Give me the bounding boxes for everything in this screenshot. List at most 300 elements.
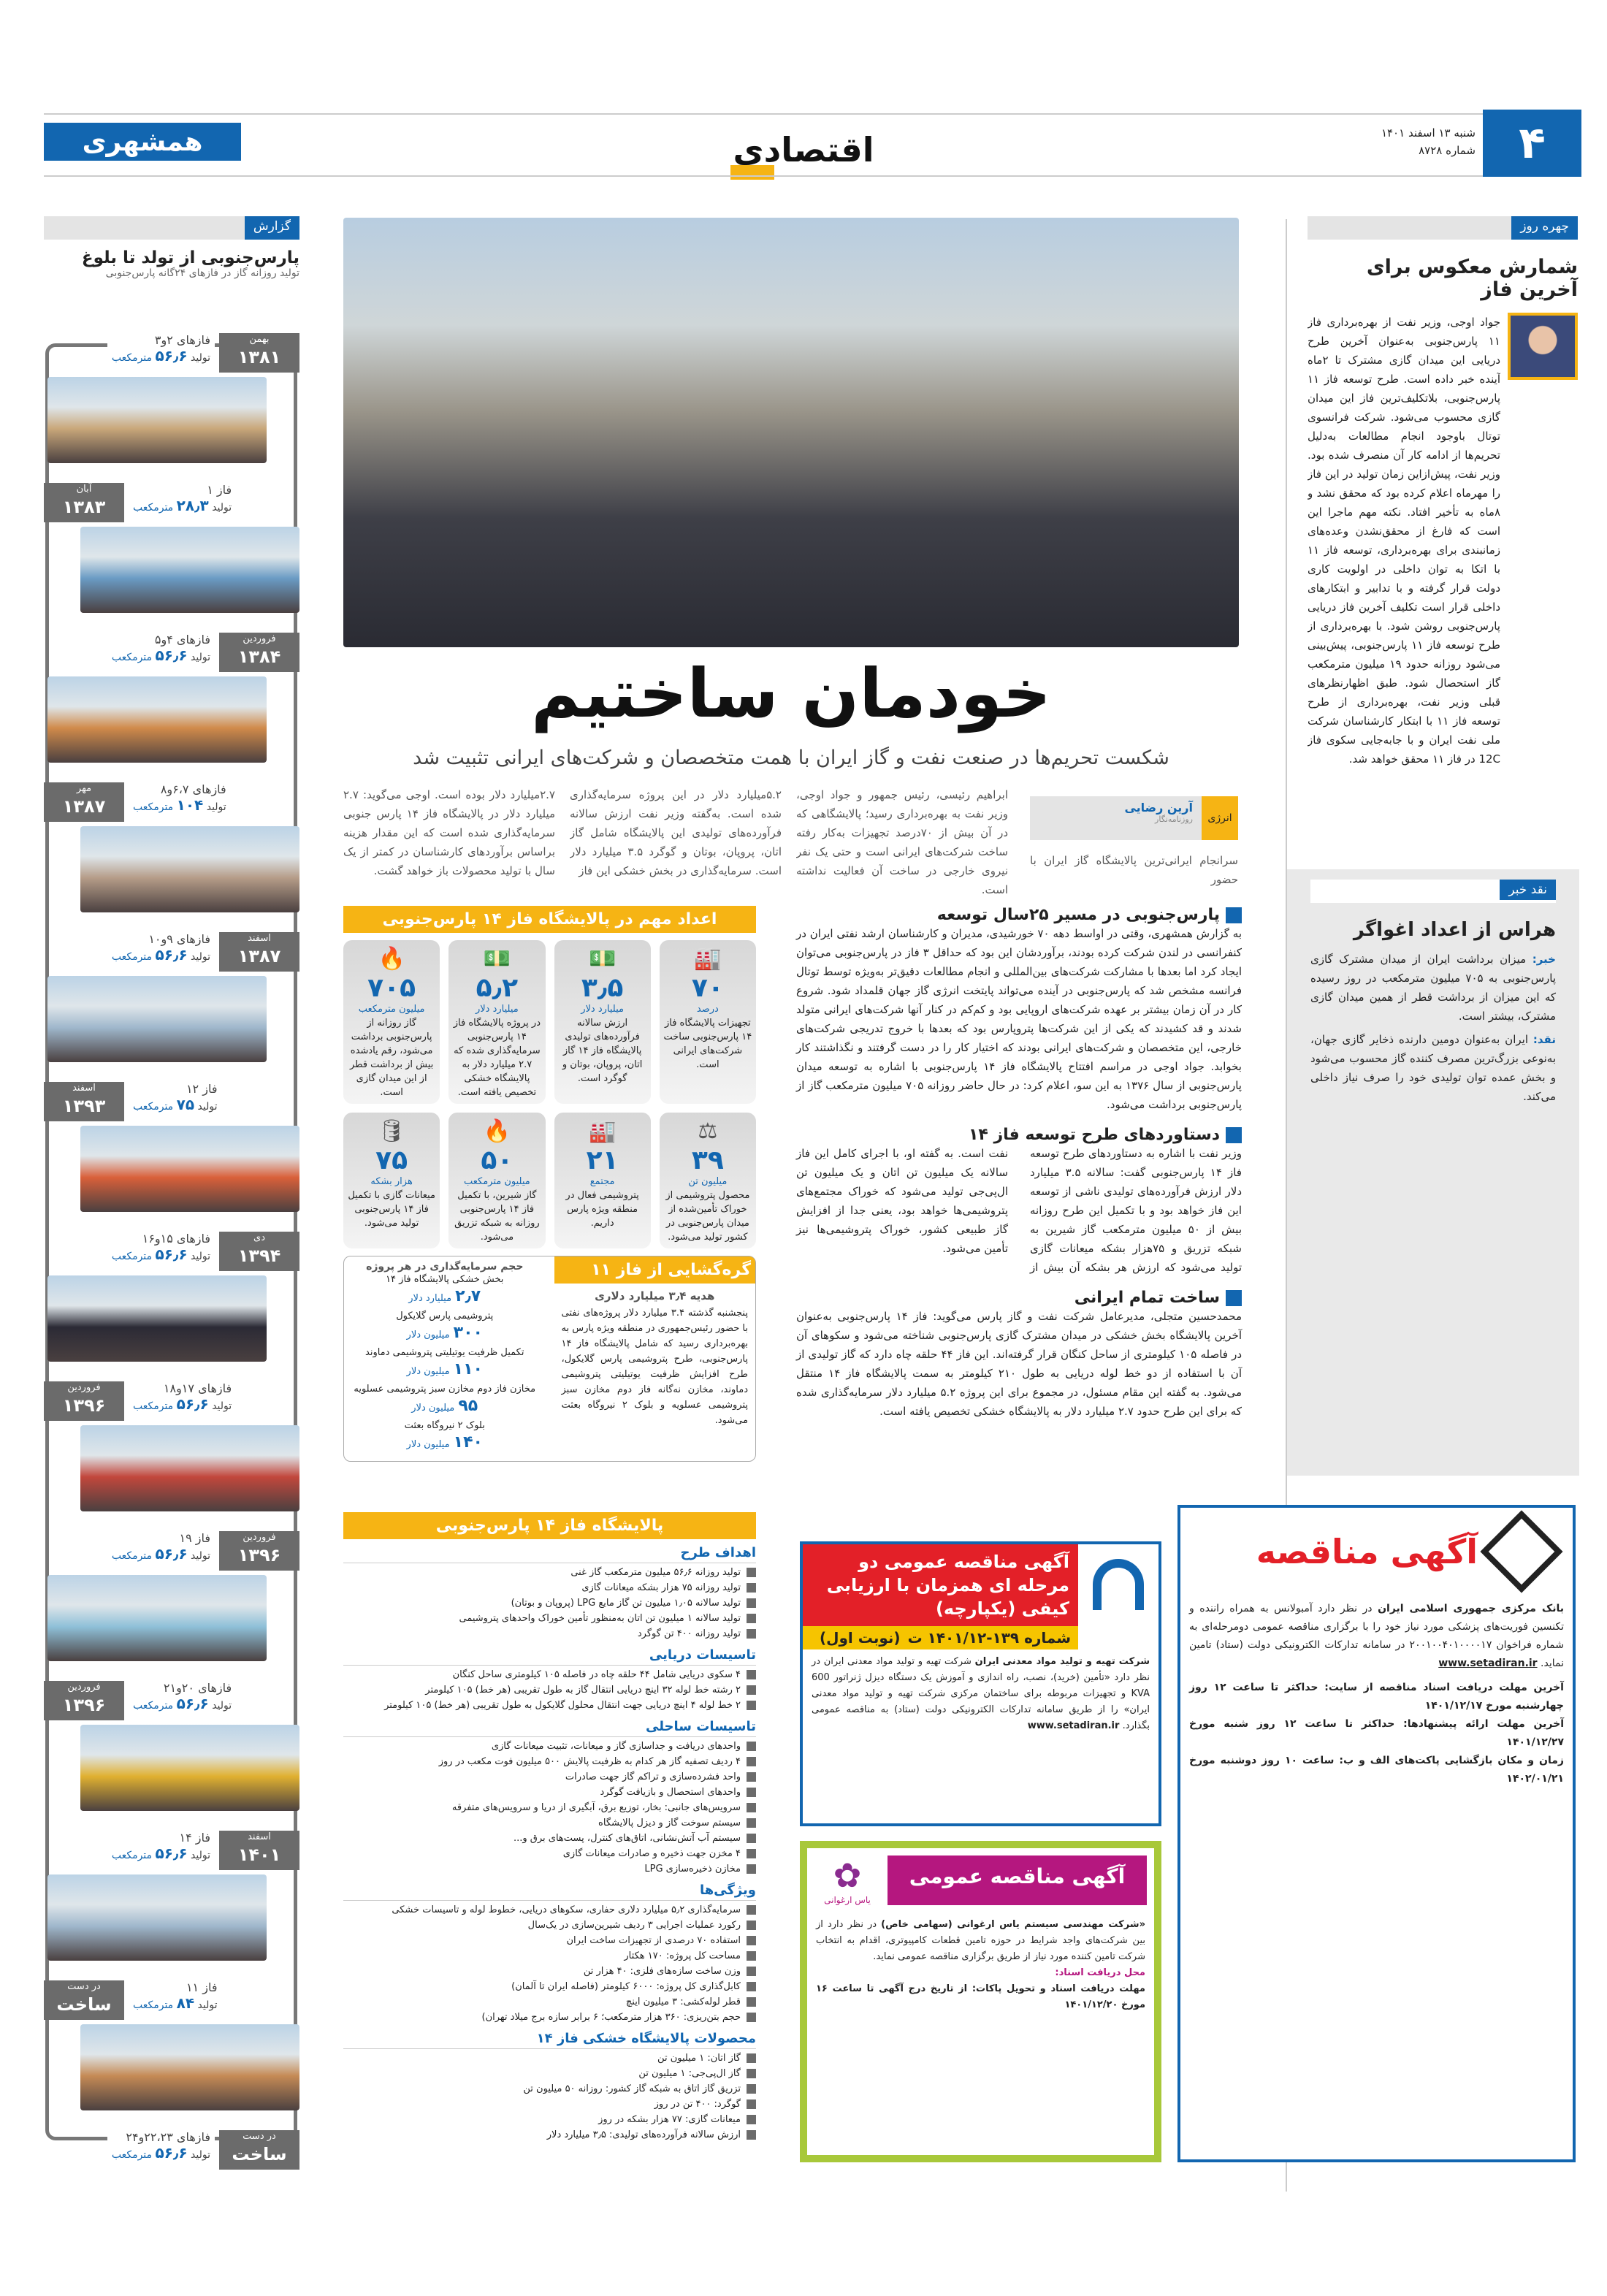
critique-box: [1287, 869, 1579, 1476]
timeline-entry: [44, 483, 299, 613]
production-label: تولید: [206, 801, 226, 813]
production-label: تولید: [197, 1101, 218, 1113]
timeline-year: ۱۳۹۶: [62, 1395, 106, 1416]
date-block: [1359, 124, 1476, 159]
production-value: ۷۵: [176, 1096, 195, 1113]
timeline-year: ۱۳۸۷: [237, 946, 281, 966]
timeline-month: اسفند: [72, 1083, 96, 1094]
timeline-entry: [44, 1980, 299, 2110]
timeline-entry: [44, 633, 299, 763]
stat-card: [660, 940, 756, 1104]
phase-photo: [47, 676, 267, 763]
stat-unit: میلیون تن: [688, 1176, 728, 1187]
intro-col-3: ۵.۲میلیارد دلار در این پروژه سرمایه‌گذاری شده است. به‌گفته وزیر نفت ارزش سالانه فرآورده‌های تولیدی این پالایشگاه شامل گاز اتان، پروپان، بوتان و گوگرد ۳.۵ میلیارد دلار است. سرمایه‌گذاری در بخش خشکی این فاز: [570, 788, 782, 877]
timeline-month: اسفند: [248, 933, 271, 944]
production-label: تولید: [212, 502, 232, 514]
timeline-phase: فاز ۱۴: [179, 1831, 210, 1845]
stat-value: ۳٫۵: [581, 973, 624, 1003]
timeline-phase: فاز ۱: [207, 483, 232, 497]
timeline-production: [112, 946, 210, 964]
list-item: میعانات گازی: ۷۷ هزار بشکه در روز: [343, 2112, 756, 2127]
production-unit: مترمکعب: [111, 352, 153, 364]
byline-author[interactable]: آرین رضایی: [1124, 801, 1193, 815]
phase-photo: [47, 1275, 267, 1362]
timeline-production: [112, 2144, 210, 2162]
stat-unit: درصد: [696, 1004, 719, 1015]
timeline-date: [219, 633, 299, 672]
factory-icon: 🏭: [694, 946, 722, 972]
timeline-tag: گزارش: [245, 216, 299, 240]
production-value: ۵۶٫۶: [176, 1395, 209, 1413]
stat-unit: هزار بشکه: [370, 1176, 413, 1187]
list-item: سرویس‌های جانبی: بخار، توزیع برق، آبگیری از دریا و سرویس‌های متفرقه: [343, 1800, 756, 1815]
phase11-body: پنجشنبه گذشته ۳.۴ میلیارد دلار پروژه‌های نفتی با حضور رئیس‌جمهوری در منطقه ویژه پارس به بهره‌برداری رسید که شامل پالایشگاه فاز ۱۴ پارس‌جنوبی، طرح پتروشیمی پارس گلایکول، طرح افزایش ظرفیت یوتیلیتی پتروشیمی دماوند، مخازن نه‌گانه فاز دوم مخازن سبز پتروشیمی عسلویه و بلوک ۲ نیروگاه بعثت می‌شود.: [561, 1308, 749, 1426]
list-item: تولید روزانه ۴۰۰ تن گوگرد: [343, 1626, 756, 1641]
ad-yas-deadline: مهلت دریافت اسناد و تحویل پاکات: از تاریخ درج آگهی تا ساعت ۱۶ مورخ ۱۴۰۱/۱۲/۲۰: [816, 1983, 1145, 2010]
production-label: تولید: [212, 1400, 232, 1412]
minister-photo: [1508, 313, 1578, 380]
timeline-month: فروردین: [243, 633, 276, 644]
timeline-production: [112, 1545, 210, 1563]
timeline-month: در دست: [243, 2131, 276, 2142]
timeline-date: [44, 1381, 124, 1421]
face-of-day-tag: چهره روز: [1511, 216, 1578, 240]
refinery-title: پالایشگاه فاز ۱۴ پارس‌جنوبی: [343, 1512, 756, 1539]
list-item: سیستم آب آتش‌نشانی، اتاق‌های کنترل، پست‌های برق و...: [343, 1831, 756, 1846]
stat-card: [554, 1113, 651, 1248]
list-item: واحدهای دریافت و جداسازی گاز و میعانات، تثبیت میعانات گازی: [343, 1739, 756, 1754]
production-label: تولید: [191, 2149, 210, 2161]
section-body: به گزارش همشهری، وقتی در اواسط دهه ۷۰ خورشیدی، مدیران و کارشناسان ارشد نفتی ایران در کنفرانسی در لندن شرکت کرده بودند، برآوردشان این بود که حداقل ۳ فاز در پارس‌جنوبی می‌توان ایجاد کرد اما بعدها با مشارکت شرکت‌های بین‌المللی و انجام مطالعات دقیق‌تر به‌ویژه توسط توتال فرانسه مشخص شد که پارس‌جنوبی در آینده می‌تواند پایتخت انرژی گاز جهان قلمداد شود. شروع کار در آن زمان بیشتر بر عهده شرکت‌های اروپایی بود و کم‌کم در کنار آنها شرکت‌های ایرانی متولد شدند و قد کشیدند که یکی از این شرکت‌ها پتروپارس بود که بعدها با خروج تدریجی شرکت‌های خارجی، این متخصصان و شرکت‌های ایرانی بودند که اختیار کار را در دست گرفتند و نگذاشتند کار بخوابد. جواد اوجی در مراسم افتتاح پالایشگاه فاز ۱۴ پارس‌جنوبی با اشاره به توسعه میدان پارس‌جنوبی از سال ۱۳۷۶ به این سو، اعلام کرد: در حال حاضر روزانه ۷۰۵ میلیون مترمکعب گاز از پارس‌جنوبی برداشت می‌شود.: [796, 927, 1243, 1111]
timeline-phase: فازهای ۹و۱۰: [148, 932, 210, 946]
timeline-month: فروردین: [243, 1532, 276, 1543]
investment-project: مخازن فاز دوم مخازن سبز پتروشیمی عسلویه: [354, 1384, 536, 1395]
timeline-entry: [44, 2130, 299, 2171]
production-label: تولید: [191, 1251, 210, 1262]
timeline-phase: فاز ۱۲: [186, 1082, 218, 1096]
phase-photo: [47, 377, 267, 463]
stat-card: [343, 1113, 440, 1248]
investment-project: پتروشیمی پارس گلایکول: [396, 1311, 494, 1321]
ad-yas[interactable]: [800, 1841, 1161, 2162]
phase11-title: گره‌گشایی از فاز ۱۱: [554, 1256, 756, 1284]
timeline-entry: [44, 1531, 299, 1661]
production-unit: مترمکعب: [111, 652, 153, 663]
investment-amount: [344, 1396, 546, 1419]
production-unit: مترمکعب: [133, 1400, 174, 1412]
ad-cbi-deadline: آخرین مهلت ارائه پیشنهادها: حداکثر تا ساعت ۱۲ روز شنبه مورخ ۱۴۰۱/۱۲/۲۷: [1189, 1718, 1565, 1748]
section-heading: دستاوردهای طرح توسعه فاز ۱۴: [796, 1126, 1242, 1144]
phase-photo: [47, 976, 267, 1062]
impasco-logo-icon: [1093, 1559, 1144, 1610]
stat-card: [554, 940, 651, 1104]
timeline-phase: فازهای ۴و۵: [154, 633, 210, 647]
timeline-entry: [44, 932, 299, 1062]
ad-yas-title: آگهی مناقصه عمومی: [888, 1856, 1147, 1905]
investment-unit: میلیون دلار: [411, 1403, 455, 1414]
intro-col-4: ۲.۷میلیارد دلار بوده است. اوجی می‌گوید: ۲.۷ میلیارد دلار در پالایشگاه فاز ۱۴ پارس جنوبی سرمایه‌گذاری شده است که این مقدار هزینه براساس برآوردهای کارشناسان در کمتر از یک سال با تولید محصولات باز خواهد گشت.: [343, 788, 555, 877]
ad-yas-logo: یاس ارغوانی: [824, 1895, 871, 1905]
stat-value: ۵٫۲: [476, 973, 519, 1003]
investment-unit: میلیون دلار: [406, 1366, 450, 1377]
timeline-production: [112, 1845, 210, 1862]
production-label: تولید: [191, 951, 210, 963]
refinery-list: [343, 1565, 756, 1641]
subheadline: شکست تحریم‌ها در صنعت نفت و گاز ایران با همت متخصصان و شرکت‌های ایرانی تثبیت شد: [413, 747, 1169, 769]
refinery-group-title: اهداف طرح: [343, 1544, 756, 1563]
stat-card: [660, 1113, 756, 1248]
production-unit: مترمکعب: [111, 2149, 153, 2161]
critique-text: ایران به‌عنوان دومین دارنده ذخایر گازی جهان، به‌نوعی بزرگ‌ترین مصرف کننده گاز محسوب می‌شود و بخش عمده توان تولیدی خود را صرف نیاز داخلی می‌کند.: [1310, 1033, 1556, 1103]
timeline-production: [112, 647, 210, 664]
production-unit: مترمکعب: [111, 1550, 153, 1562]
investment-title: حجم سرمایه‌گذاری در هر پروژه: [366, 1261, 524, 1273]
section-body: محمدحسین متجلی، مدیرعامل شرکت نفت و گاز پارس می‌گوید: فاز ۱۴ پارس‌جنوبی به‌عنوان آخرین پالایشگاه بخش خشکی در میدان مشترک گازی پارس‌جنوبی شناخته می‌شود و سکوهای آن در فاصله ۱۰۵ کیلومتری از ساحل کنگان قرار گرفته‌اند. این فاز ۴۴ حلقه چاه دارد که گاز تولیدی از آن با استفاده از دو خط لوله دریایی به طول ۲۱۰ کیلومتر به سمت پالایشگاه فاز ۱۴ منتقل می‌شود. به گفته این مقام مسئول، در مجموع برای این پروژه ۵.۲ میلیارد دلار سرمایه‌گذاری شده که برای این طرح حدود ۲.۷ میلیارد دلار به پالایشگاه خشکی تخصیص یافته است.: [796, 1310, 1242, 1418]
investment-value: ۱۴۰: [453, 1433, 483, 1452]
timeline-date: [219, 932, 299, 972]
face-of-day: [1308, 216, 1578, 875]
refinery-group-title: تاسیسات دریایی: [343, 1646, 756, 1666]
timeline-date: [219, 2130, 299, 2170]
investment-value: ۹۵: [458, 1397, 478, 1415]
phase-photo: [80, 1725, 299, 1811]
production-unit: مترمکعب: [133, 1999, 174, 2011]
timeline-year: ۱۴۰۱: [237, 1845, 281, 1865]
timeline-year: ۱۳۹۶: [237, 1545, 281, 1565]
ad-impasco-number: شماره ۱۳۹-۱۴۰۱/۱۲ ت: [907, 1629, 1071, 1647]
stat-card: [448, 1113, 545, 1248]
refinery-list: [343, 1902, 756, 2025]
ad-yas-place: محل دریافت اسناد:: [1055, 1967, 1145, 1978]
timeline-month: اسفند: [248, 1831, 271, 1842]
byline-section: انرژی: [1202, 796, 1238, 840]
timeline-subtitle: تولید روزانه گاز در فازهای ۲۴گانه پارس‌جنوبی: [105, 267, 299, 279]
investment-unit: میلیون دلار: [406, 1439, 450, 1450]
timeline-entry: [44, 1681, 299, 1811]
timeline-header: [44, 216, 299, 279]
timeline-month: فروردین: [67, 1382, 101, 1393]
section-title: اقتصادی: [716, 130, 891, 181]
main-photo: [343, 218, 1239, 647]
production-value: ۵۶٫۶: [155, 1545, 188, 1563]
production-value: ۵۶٫۶: [155, 946, 188, 964]
list-item: سیستم سوخت گاز و دیزل پالایشگاه: [343, 1815, 756, 1831]
phase-photo: [80, 2024, 299, 2110]
ad-cbi-title: آگهی مناقصه: [1256, 1532, 1478, 1571]
investment-value: ۲٫۷: [455, 1287, 481, 1305]
stats-box: [343, 906, 756, 1462]
issue-number: شماره ۸۷۲۸: [1419, 144, 1476, 157]
phase-photo: [47, 1575, 267, 1661]
stat-value: ۵۰: [481, 1145, 514, 1175]
timeline-production: [112, 1246, 210, 1263]
list-item: ۲ خط لوله ۴ اینچ دریایی جهت انتقال محلول گلایکول به طول تقریبی (هر خط) ۱۰۵ کیلومتر: [343, 1698, 756, 1713]
production-value: ۵۶٫۶: [155, 1246, 188, 1263]
timeline-year: ۱۳۸۷: [62, 796, 106, 817]
timeline-phase: فازهای ۲۲،۲۳و۲۴: [126, 2130, 210, 2144]
timeline-production: [133, 1096, 217, 1113]
list-item: گاز ال‌پی‌جی: ۱ میلیون تن: [343, 2066, 756, 2081]
timeline-month: مهر: [76, 783, 92, 794]
production-label: تولید: [191, 1550, 210, 1562]
timeline-date: [44, 1082, 124, 1121]
investment-amount: [344, 1286, 546, 1309]
timeline-month: دی: [253, 1232, 265, 1243]
production-unit: مترمکعب: [111, 1850, 153, 1861]
timeline-phase: فاز ۱۹: [179, 1531, 210, 1545]
intro-col-1: سرانجام ایرانی‌ترین پالایشگاه گاز ایران با حضور: [1030, 854, 1238, 886]
investment-project: بلوک ۲ نیروگاه بعثت: [404, 1420, 485, 1431]
phase11-box: [343, 1256, 756, 1462]
production-value: ۵۶٫۶: [155, 2144, 188, 2162]
timeline-year: ۱۳۹۶: [62, 1695, 106, 1715]
ad-cbi-body: در نظر دارد آمبولانس به همراه راننده و تکنسین فوریت‌های پزشکی مورد نیاز خود را با برگزاری مناقصه عمومی دومرحله‌ای به شماره فراخوان ۲۰۰۱۰۰۴۰۱۰۰۰۰۱۷ در سامانه تدارکات الکترونیکی دولت (ستاد) تامین نماید.: [1189, 1603, 1564, 1669]
stat-desc: در پروژه پالایشگاه فاز ۱۴ پارس‌جنوبی سرمایه‌گذاری شده که ۲.۷ میلیارد دلار به پالایشگاه خشکی تخصیص یافته است.: [453, 1018, 541, 1098]
production-value: ۵۶٫۶: [155, 647, 188, 664]
refinery-list: [343, 2051, 756, 2143]
timeline-phase: فازهای ۶،۷و۸: [160, 782, 226, 796]
refinery-group-title: تاسیسات ساحلی: [343, 1717, 756, 1737]
list-item: ۴ سکوی دریایی شامل ۴۴ حلقه چاه در فاصله ۱۰۵ کیلومتری ساحل کنگان: [343, 1667, 756, 1682]
timeline-year: ۱۳۸۴: [237, 647, 281, 667]
production-unit: مترمکعب: [133, 1101, 174, 1113]
production-value: ۱۰۴: [176, 796, 204, 814]
ton-weight-icon: ⚖: [698, 1118, 718, 1144]
refinery-group-title: محصولات پالایشگاه خشکی فاز ۱۴: [343, 2029, 756, 2049]
ad-impasco-site[interactable]: www.setadiran.ir: [1027, 1720, 1120, 1731]
ad-impasco-title: آگهی مناقصه عمومی دو مرحله ای همزمان با ارزیابی کیفی (یکپارچه): [803, 1544, 1078, 1626]
stat-desc: ارزش سالانه فرآورده‌های تولیدی پالایشگاه فاز ۱۴ گاز اتان، پروپان، بوتان و گوگرد است.: [562, 1018, 643, 1084]
timeline-year: ۱۳۹۴: [237, 1246, 281, 1266]
timeline-entry: [44, 1232, 299, 1362]
timeline-date: [219, 1531, 299, 1571]
list-item: تولید سالانه ۱٫۰۵ میلیون تن گاز مایع LPG (پروپان و بوتان): [343, 1595, 756, 1611]
list-item: گوگرد: ۴۰۰ تن در روز: [343, 2097, 756, 2112]
list-item: مخازن ذخیره‌سازی LPG: [343, 1861, 756, 1877]
ad-impasco-company: شرکت تهیه و تولید مواد معدنی ایران: [974, 1656, 1150, 1667]
critique-tag: نقد خبر: [1500, 880, 1556, 900]
timeline-entry: [44, 1381, 299, 1511]
production-label: تولید: [191, 1850, 210, 1861]
investment-amount: [344, 1323, 546, 1346]
production-unit: مترمکعب: [133, 801, 174, 813]
stat-unit: میلیون مترمکعب: [464, 1176, 530, 1187]
timeline-entry: [44, 1831, 299, 1961]
stat-value: ۲۱: [586, 1145, 619, 1175]
critique-title: هراس از اعداد اغواگر: [1353, 919, 1556, 941]
money-icon: 💵: [483, 946, 511, 972]
yas-logo-icon: ✿: [833, 1856, 862, 1895]
investment-project: بخش خشکی پالایشگاه فاز ۱۴: [386, 1274, 504, 1285]
refinery-list: [343, 1739, 756, 1877]
list-item: کابل‌گذاری کل پروژه: ۶۰۰۰ کیلومتر (فاصله ایران تا آلمان): [343, 1979, 756, 1994]
timeline-entry: [44, 1082, 299, 1212]
list-item: واحد فشرده‌سازی و تراکم گاز جهت صادرات: [343, 1769, 756, 1785]
production-unit: مترمکعب: [111, 1251, 153, 1262]
timeline-date: [219, 1232, 299, 1271]
stat-desc: محصول پتروشیمی از خوراک تأمین‌شده از میدان پارس‌جنوبی در کشور تولید می‌شود.: [665, 1190, 750, 1243]
stat-value: ۷۰: [691, 973, 724, 1003]
timeline-production: [133, 1994, 217, 2012]
ad-central-bank[interactable]: [1177, 1505, 1576, 2162]
list-item: تزریق گاز اتاق به شبکه گاز کشور: روزانه ۵۰ میلیون تن: [343, 2081, 756, 2097]
phase-photo: [80, 1425, 299, 1511]
ad-cbi-company: بانک مرکزی جمهوری اسلامی ایران: [1378, 1603, 1564, 1614]
timeline-phase: فازهای ۲و۳: [154, 333, 210, 347]
issue-date: شنبه ۱۳ اسفند ۱۴۰۱: [1381, 126, 1476, 140]
news-text: میزان برداشت ایران از میدان مشترک گازی پارس‌جنوبی به ۷۰۵ میلیون مترمکعب در روز رسیده که این میزان از برداشت قطر از همین میدان گازی مشترک، بیشتر است.: [1310, 953, 1556, 1023]
timeline-production: [112, 347, 210, 365]
timeline-date: [219, 333, 299, 373]
production-value: ۵۶٫۶: [176, 1695, 209, 1712]
timeline-month: آبان: [76, 484, 92, 495]
ad-cbi-site[interactable]: www.setadiran.ir: [1438, 1658, 1538, 1669]
timeline-year: ساخت: [56, 1994, 112, 2015]
list-item: قطر لوله‌کشی: ۳ میلیون اینچ: [343, 1994, 756, 2010]
investment-amount: [344, 1433, 546, 1455]
intro-col-2: ابراهیم رئیسی، رئیس جمهور و جواد اوجی، وزیر نفت به بهره‌برداری رسید؛ پالایشگاهی که در آن بیش از ۷۰درصد تجهیزات به‌کار رفته ساخت شرکت‌های ایرانی است و حتی یک نفر نیروی خارجی در ساخت آن فعالیت نداشته است.: [796, 788, 1008, 896]
timeline-month: بهمن: [249, 334, 270, 345]
stat-desc: تجهیزات پالایشگاه فاز ۱۴ پارس‌جنوبی ساخت شرکت‌های ایرانی است.: [663, 1018, 752, 1070]
stats-title: اعداد مهم در پالایشگاه فاز ۱۴ پارس‌جنوبی: [343, 906, 756, 933]
stat-desc: میعانات گازی با تکمیل فاز ۱۴ پارس‌جنوبی تولید می‌شود.: [348, 1190, 435, 1229]
timeline-year: ۱۳۸۱: [237, 347, 281, 367]
list-item: تولید سالانه ۱ میلیون تن اتان به‌منظور تأمین خوراک واحدهای پتروشیمی: [343, 1611, 756, 1626]
stat-unit: میلیون مترمکعب: [358, 1004, 425, 1015]
list-item: مساحت کل پروژه: ۱۷۰ هکتار: [343, 1948, 756, 1964]
production-value: ۸۴: [176, 1994, 195, 2012]
production-unit: مترمکعب: [111, 951, 153, 963]
central-bank-logo-icon: [1480, 1510, 1562, 1593]
timeline-date: [219, 1831, 299, 1870]
section-heading: پارس‌جنوبی در مسیر ۲۵سال توسعه: [796, 906, 1242, 924]
list-item: رکورد عملیات اجرایی ۳ ردیف شیرین‌سازی در یک‌سال: [343, 1918, 756, 1933]
ad-cbi-deadline: آخرین مهلت دریافت اسناد مناقصه از سایت: حداکثر تا ساعت ۱۲ روز چهارشنبه مورخ ۱۴۰۱/۱۲/۱۷: [1189, 1682, 1564, 1712]
refinery-box: [343, 1512, 756, 2143]
production-unit: مترمکعب: [133, 1700, 174, 1712]
byline-role: روزنامه‌نگار: [1155, 815, 1193, 824]
timeline-phase: فاز ۱۱: [186, 1980, 218, 1994]
phase11-sub: هدیه ۳٫۴ میلیارد دلاری: [595, 1289, 715, 1303]
newspaper-logo[interactable]: همشهری: [44, 123, 241, 161]
timeline-phase: فازهای ۱۷و۱۸: [163, 1381, 232, 1395]
investment-project: تکمیل ظرفیت یوتیلیتی پتروشیمی دماوند: [365, 1347, 524, 1358]
stat-unit: میلیارد دلار: [475, 1004, 519, 1015]
timeline-production: [133, 1695, 232, 1712]
ad-yas-body: در نظر دارد از بین شرکت‌های واجد شرایط در حوزه تامین قطعات کامپیوتری، اقدام به انتخاب شرکت تامین کننده مورد نیاز از طریق برگزاری مناقصه عمومی نماید.: [816, 1919, 1145, 1962]
gas-flare-icon: 🔥: [378, 946, 405, 972]
list-item: سرمایه‌گذاری ۵٫۲ میلیارد دلاری حفاری، سکوهای دریایی، خطوط لوله و تاسیسات خشکی: [343, 1902, 756, 1918]
list-item: ۴ مخزن جهت ذخیره و صادرات میعانات گازی: [343, 1846, 756, 1861]
stat-unit: میلیارد دلار: [581, 1004, 624, 1015]
stat-value: ۳۹: [691, 1145, 724, 1175]
section-body: وزیر نفت با اشاره به دستاوردهای طرح توسعه فاز ۱۴ پارس‌جنوبی گفت: سالانه ۳.۵ میلیارد دلار ارزش فرآورده‌های تولیدی ناشی از توسعه این فاز خواهد بود و با تکمیل این طرح روزانه بیش از ۵۰ میلیون مترمکعب گاز شیرین به شبکه تزریق و ۷۵هزار بشکه میعانات گازی تولید می‌شود که ارزش هر بشکه آن بیش از نفت است. به گفته او، با اجرای کامل این فاز سالانه یک میلیون تن اتان و یک میلیون تن ال‌پی‌جی تولید می‌شود که خوراک مجتمع‌های پتروشیمی‌ها خواهد بود، یعنی جدا از افزایش گاز طبیعی کشور، خوراک پتروشیمی‌ها نیز تأمین می‌شود.: [796, 1147, 1242, 1274]
ad-yas-company: «شرکت مهندسی سیستم یاس ارغوانی (سهامی خاص): [881, 1919, 1145, 1930]
timeline-entry: [44, 333, 299, 463]
production-label: تولید: [191, 352, 210, 364]
timeline-month: فروردین: [67, 1682, 101, 1693]
section-heading: ساخت تمام ایرانی: [796, 1289, 1242, 1307]
production-unit: مترمکعب: [133, 502, 174, 514]
timeline-production: [133, 796, 226, 814]
stat-card: [343, 940, 440, 1104]
timeline-date: [44, 1980, 124, 2020]
article-sections: [796, 906, 1242, 1421]
timeline-phase: فازهای ۱۵و۱۶: [142, 1232, 210, 1246]
timeline-year: ساخت: [232, 2144, 287, 2165]
list-item: ۲ رشته خط لوله ۳۲ اینچ دریایی انتقال گاز به طول تقریبی (هر خط) ۱۰۵ کیلومتر: [343, 1682, 756, 1698]
list-item: واحدهای استحصال و بازیافت گوگرد: [343, 1785, 756, 1800]
production-label: تولید: [197, 1999, 218, 2011]
stat-desc: گاز شیرین، با تکمیل فاز ۱۴ پارس‌جنوبی روزانه به شبکه تزریق می‌شود.: [454, 1190, 540, 1243]
investment-value: ۱۱۰: [453, 1360, 483, 1378]
gas-flare-icon: 🔥: [483, 1118, 511, 1144]
timeline-month: در دست: [67, 1981, 101, 1992]
timeline-phase: فازهای ۲۰و۲۱: [163, 1681, 232, 1695]
stat-desc: پتروشیمی فعال در منطقه ویژه پارس داریم.: [565, 1190, 639, 1229]
timeline-production: [133, 497, 232, 514]
list-item: گاز اتان: ۱ میلیون تن: [343, 2051, 756, 2066]
list-item: ارزش سالانه فرآورده‌های تولیدی: ۳٫۵ میلیارد دلار: [343, 2127, 756, 2143]
stat-desc: گاز روزانه از پارس‌جنوبی برداشت می‌شود، رقم یادشده بیش از برداشت قطر از این میدان گازی است.: [349, 1018, 434, 1098]
stat-card: [448, 940, 545, 1104]
list-item: حجم بتن‌ریزی: ۳۶۰ هزار مترمکعب؛ ۶ برابر سازه برج میلاد تهران): [343, 2010, 756, 2025]
timeline-production: [133, 1395, 232, 1413]
timeline-date: [44, 483, 124, 522]
phase-photo: [80, 527, 299, 613]
face-of-day-body: جواد اوجی، وزیر نفت از بهره‌برداری فاز ۱۱ پارس‌جنوبی به‌عنوان آخرین طرح دریایی این میدان گازی مشترک تا ۲ماه آینده خبر داده است. طرح توسعه فاز ۱۱ پارس‌جنوبی، بلاتکلیف‌ترین فاز این میدان گازی محسوب می‌شود. شرکت فرانسوی توتال باوجود انجام مطالعات به‌دلیل تحریم‌ها از ادامه کار آن منصرف شده بود. وزیر نفت، پیش‌ازاین زمان تولید در این فاز را مهرماه اعلام کرده بود که محقق نشد و ۸ماه به تأخیر افتاد. نکته مهم ماجرا این است که فارغ از محقق‌نشدن وعده‌های زمانبندی برای بهره‌برداری، توسعه فاز ۱۱ با اتکا به توان داخلی در اولویت کاری دولت قرار گرفته و با تدابیر و ابتکارهای داخلی قرار است تکلیف آخرین فاز دریایی پارس‌جنوبی روشن شود. با بهره‌برداری از طرح توسعه فاز ۱۱ پارس‌جنوبی، پیش‌بینی می‌شود روزانه حدود ۱۹ میلیون مترمکعب گاز استحصال شود. طبق اظهارنظرهای قبلی وزیر نفت، بهره‌برداری از طرح توسعه فاز ۱۱ با ابتکار کارشناسان شرکت ملی نفت ایران و با جابه‌جایی سکوی فاز 12C در فاز ۱۱ محقق خواهد شد.: [1308, 316, 1500, 766]
page-number: ۴: [1483, 110, 1581, 177]
list-item: وزن ساخت سازه‌های فلزی: ۴۰ هزار تن: [343, 1964, 756, 1979]
ad-impasco-body: شرکت تهیه و تولید مواد معدنی ایران در نظر دارد «تأمین (خرید)، نصب، راه اندازی و آموزش یک دستگاه دیزل ژنراتور 600 KVA و تجهیزات مربوطه برای ساختمان مرکزی شرکت تهیه و تولید مواد معدنی ایران» را از طریق سامانه تدارکات الکترونیکی دولت (ستاد) به مناقصه عمومی بگذارد.: [812, 1656, 1150, 1731]
timeline-entry: [44, 782, 299, 912]
ad-impasco-round: (نوبت اول): [819, 1629, 901, 1647]
stat-value: ۷۵: [375, 1145, 408, 1175]
critique-label: نقد:: [1532, 1033, 1556, 1046]
production-value: ۵۶٫۶: [155, 347, 188, 365]
byline: [1030, 796, 1238, 840]
phase-photo: [47, 1874, 267, 1961]
list-item: ۴ ردیف تصفیه گاز هر کدام به ظرفیت پالایش ۵۰۰ میلیون فوت مکعب در روز: [343, 1754, 756, 1769]
production-label: تولید: [191, 652, 210, 663]
stat-value: ۷۰۵: [367, 973, 416, 1003]
stat-unit: مجتمع: [589, 1176, 615, 1187]
phase-photo: [80, 1126, 299, 1212]
money-icon: 💵: [588, 946, 617, 972]
list-item: تولید روزانه ۵۶٫۶ میلیون مترمکعب گاز غنی: [343, 1565, 756, 1580]
production-value: ۵۶٫۶: [155, 1845, 188, 1862]
oil-barrel-icon: 🛢: [378, 1118, 406, 1144]
refinery-group-title: ویژگی‌ها: [343, 1881, 756, 1901]
timeline-date: [44, 782, 124, 822]
investment-unit: میلیون دلار: [406, 1330, 450, 1340]
production-value: ۲۸٫۳: [176, 497, 209, 514]
timeline-year: ۱۳۹۳: [62, 1096, 106, 1116]
production-label: تولید: [212, 1700, 232, 1712]
list-item: استفاده ۷۰ درصدی از تجهیزات ساخت ایران: [343, 1933, 756, 1948]
ad-cbi-deadline: زمان و مکان بازگشایی پاکت‌های الف و ب: ساعت ۱۰ روز دوشنبه مورخ ۱۴۰۲/۰۱/۲۱: [1189, 1755, 1564, 1785]
investment-value: ۳۰۰: [453, 1324, 483, 1342]
phase-photo: [80, 826, 299, 912]
list-item: تولید روزانه ۷۵ هزار بشکه میعانات گازی: [343, 1580, 756, 1595]
investment-amount: [344, 1359, 546, 1382]
refinery-list: [343, 1667, 756, 1713]
headline: خودمان ساختیم: [531, 655, 1051, 733]
factory-icon: 🏭: [588, 1118, 617, 1144]
timeline-date: [44, 1681, 124, 1720]
ad-impasco[interactable]: [800, 1541, 1161, 1826]
news-label: خبر:: [1532, 953, 1556, 966]
